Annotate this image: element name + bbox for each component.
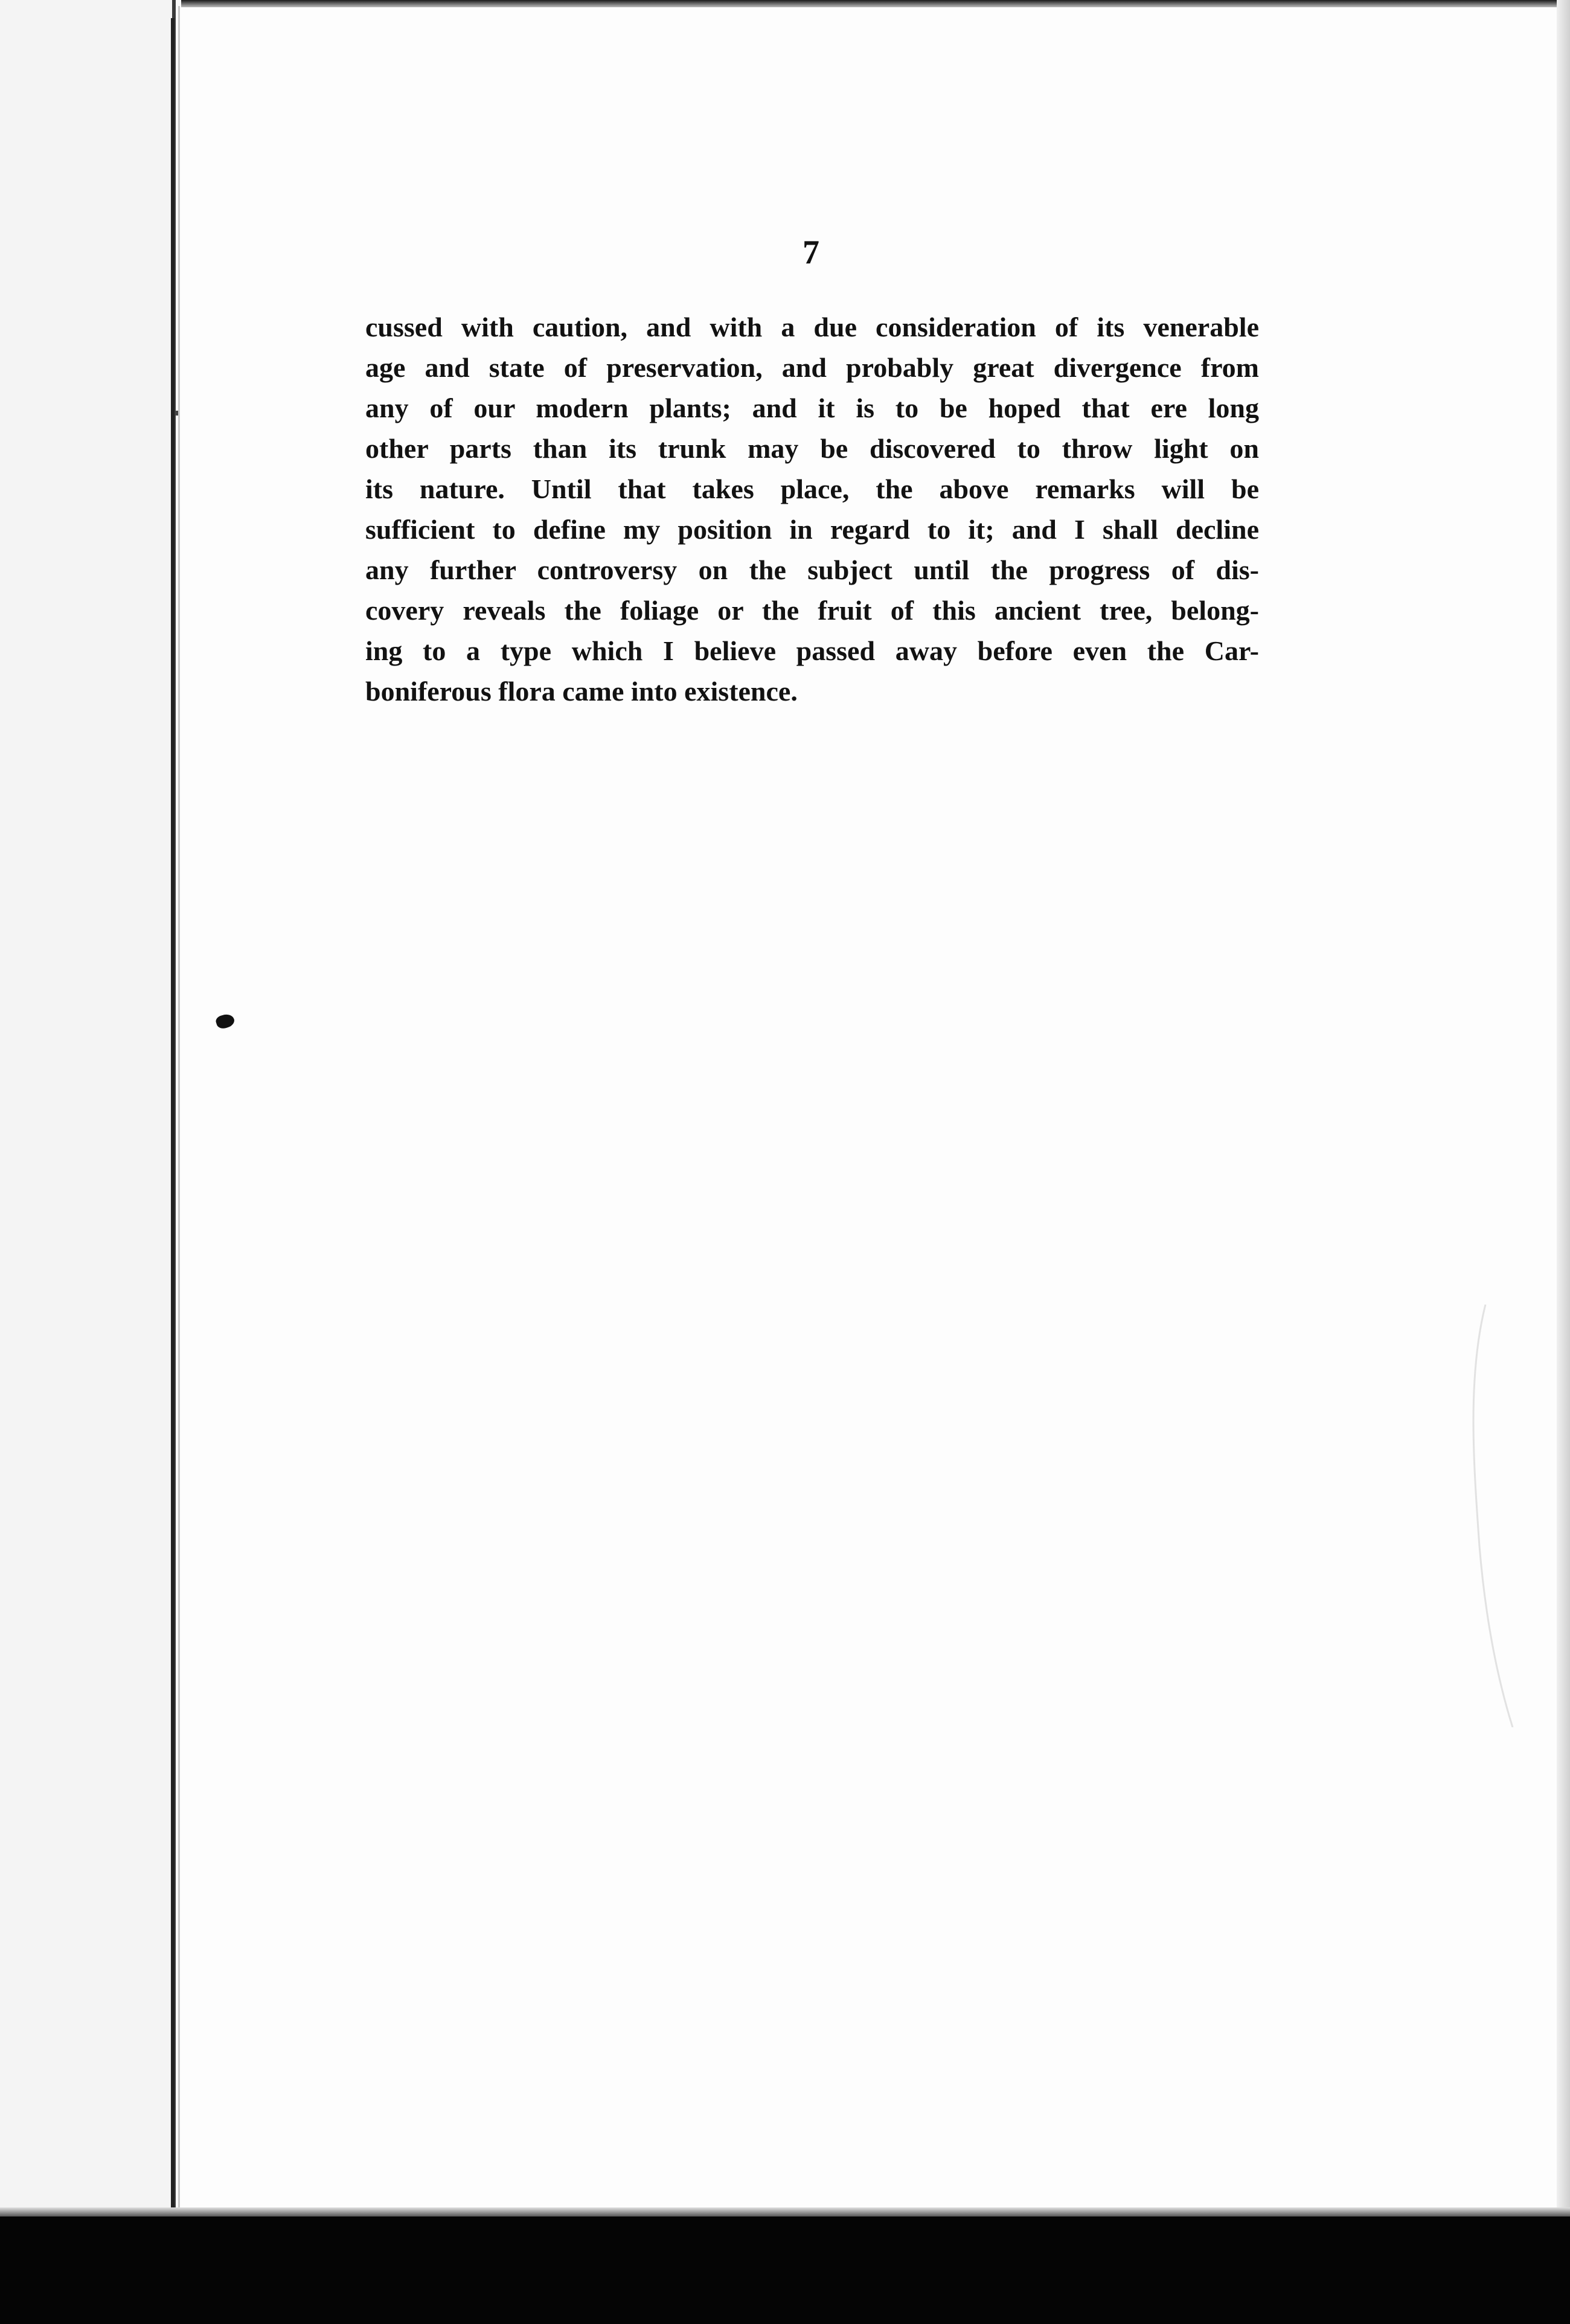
text-line: boniferous flora came into existence. xyxy=(365,676,798,707)
left-facing-leaf xyxy=(0,0,176,2223)
scan-bottom-border xyxy=(0,2216,1570,2324)
text-line: sufficient to define my position in regard to it; and I shall decline xyxy=(365,514,1259,545)
text-line: ing to a type which I believe passed away before even the Car- xyxy=(365,635,1259,666)
margin-tick-mark xyxy=(175,411,178,416)
text-line: cussed with caution, and with a due consideration of its venerable xyxy=(365,312,1259,342)
body-paragraph xyxy=(365,307,1259,711)
text-line: any of our modern plants; and it is to be hoped that ere long xyxy=(365,393,1259,423)
top-page-edge xyxy=(181,0,1570,7)
right-page-edge xyxy=(1557,0,1570,2223)
text-line: any further controversy on the subject until the progress of dis- xyxy=(365,554,1259,585)
text-line: other parts than its trunk may be discovered to throw light on xyxy=(365,433,1259,464)
binding-gutter xyxy=(171,18,175,2210)
text-line: covery reveals the foliage or the fruit of this ancient tree, belong- xyxy=(365,595,1259,626)
text-line: its nature. Until that takes place, the above remarks will be xyxy=(365,473,1259,504)
text-line: age and state of preservation, and probably great divergence from xyxy=(365,352,1259,383)
page-number: 7 xyxy=(803,234,819,271)
page-crease xyxy=(1461,1305,1516,1727)
